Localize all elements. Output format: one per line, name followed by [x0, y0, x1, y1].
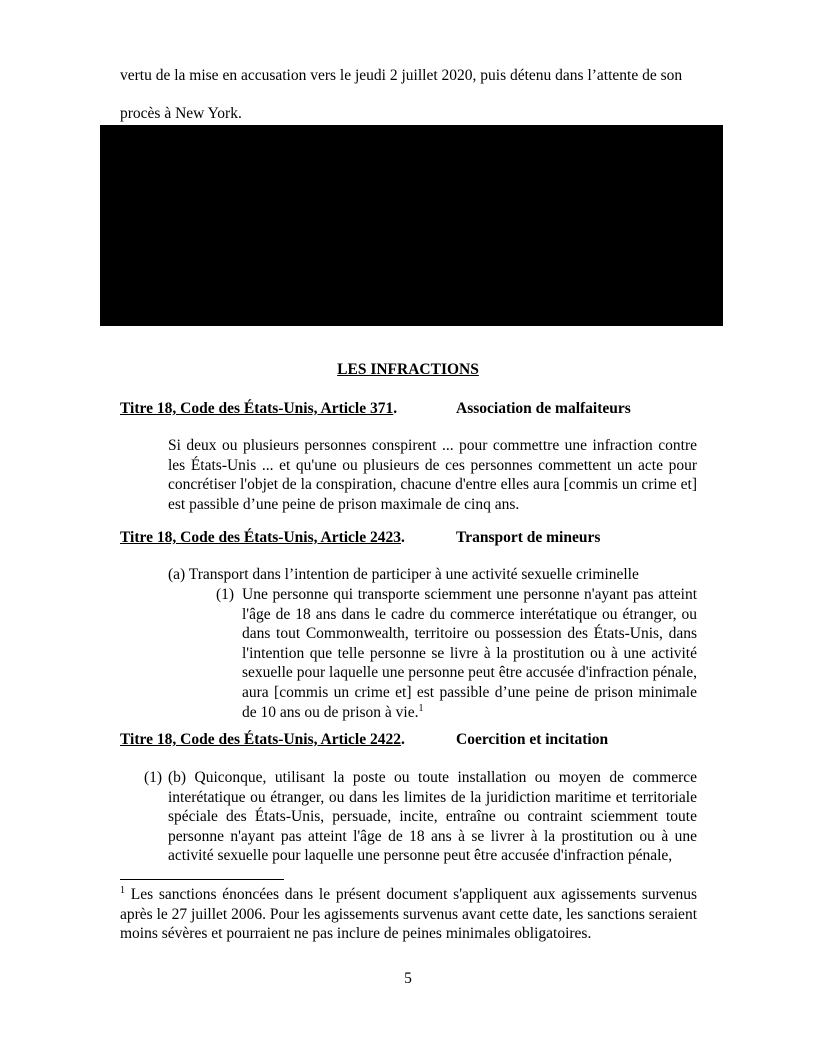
article-371-text: Si deux ou plusieurs personnes conspirent ... pour commettre une infraction contre les États-Unis ... et qu'une ou plusieurs de ces personnes commettent un acte pour concrétiser l'objet de la conspiration, chacune d'entre elles aura [commis un crime et] est passible d’une peine de prison maximale de cinq ans. [168, 437, 697, 513]
redaction-block [100, 125, 723, 326]
article-2422-title-text: Titre 18, Code des États-Unis, Article 2422 [120, 731, 401, 748]
footnote-reference: 1 [418, 702, 424, 714]
article-2423-title-text: Titre 18, Code des États-Unis, Article 2423 [120, 529, 401, 546]
article-2423-item-1-text [242, 585, 697, 722]
article-371-title: Titre 18, Code des États-Unis, Article 371. [120, 400, 398, 417]
article-371-title-text: Titre 18, Code des États-Unis, Article 371 [120, 400, 394, 417]
article-2423-item-1-number: (1) [216, 586, 235, 603]
article-2423-title: Titre 18, Code des États-Unis, Article 2423. [120, 529, 405, 546]
article-2423-item-1-body: Une personne qui transporte sciemment une personne n'ayant pas atteint l'âge de 18 ans dans le cadre du commerce interétatique ou étranger, ou dans tout Commonwealth, territoire ou possession des États-Unis, dans l'intention que telle personne se livre à la prostitution ou à une activité sexuelle pour laquelle une personne peut être accusée d'infraction pénale, aura [commis un crime et] est passible d’une peine de prison minimale de 10 ans ou de prison à vie. [242, 586, 697, 721]
article-371-subject: Association de malfaiteurs [456, 400, 631, 417]
footnote-text: Les sanctions énoncées dans le présent document s'appliquent aux agissements survenus après le 27 juillet 2006. Pour les agissements survenus avant cette date, les sanctions seraient moins sévères et pourraient ne pas inclure de peines minimales obligatoires. [120, 886, 697, 943]
intro-line-2: procès à New York. [120, 105, 242, 122]
article-2423-sub-a: (a) Transport dans l’intention de participer à une activité sexuelle criminelle [168, 566, 639, 583]
article-2423-subject: Transport de mineurs [456, 529, 601, 546]
page-number: 5 [404, 970, 412, 987]
footnote-marker: 1 [120, 884, 125, 896]
article-2422-item-number: (1) [144, 769, 163, 786]
footnote-separator [120, 879, 284, 880]
footnote [120, 885, 697, 944]
intro-line-1: vertu de la mise en accusation vers le jeudi 2 juillet 2020, puis détenu dans l’attente de son [120, 67, 683, 84]
section-heading: LES INFRACTIONS [337, 361, 479, 378]
article-2422-title: Titre 18, Code des États-Unis, Article 2422. [120, 731, 405, 748]
article-2422-subject: Coercition et incitation [456, 731, 609, 748]
article-2422-text: (b) Quiconque, utilisant la poste ou toute installation ou moyen de commerce interétatique ou étranger, ou dans les limites de la juridiction maritime et territoriale spéciale des États-Unis, persuade, incite, entraîne ou contraint sciemment toute personne n'ayant pas atteint l'âge de 18 ans à se livrer à la prostitution ou à une activité sexuelle pour laquelle une personne peut être accusée d'infraction pénale, [168, 769, 697, 865]
